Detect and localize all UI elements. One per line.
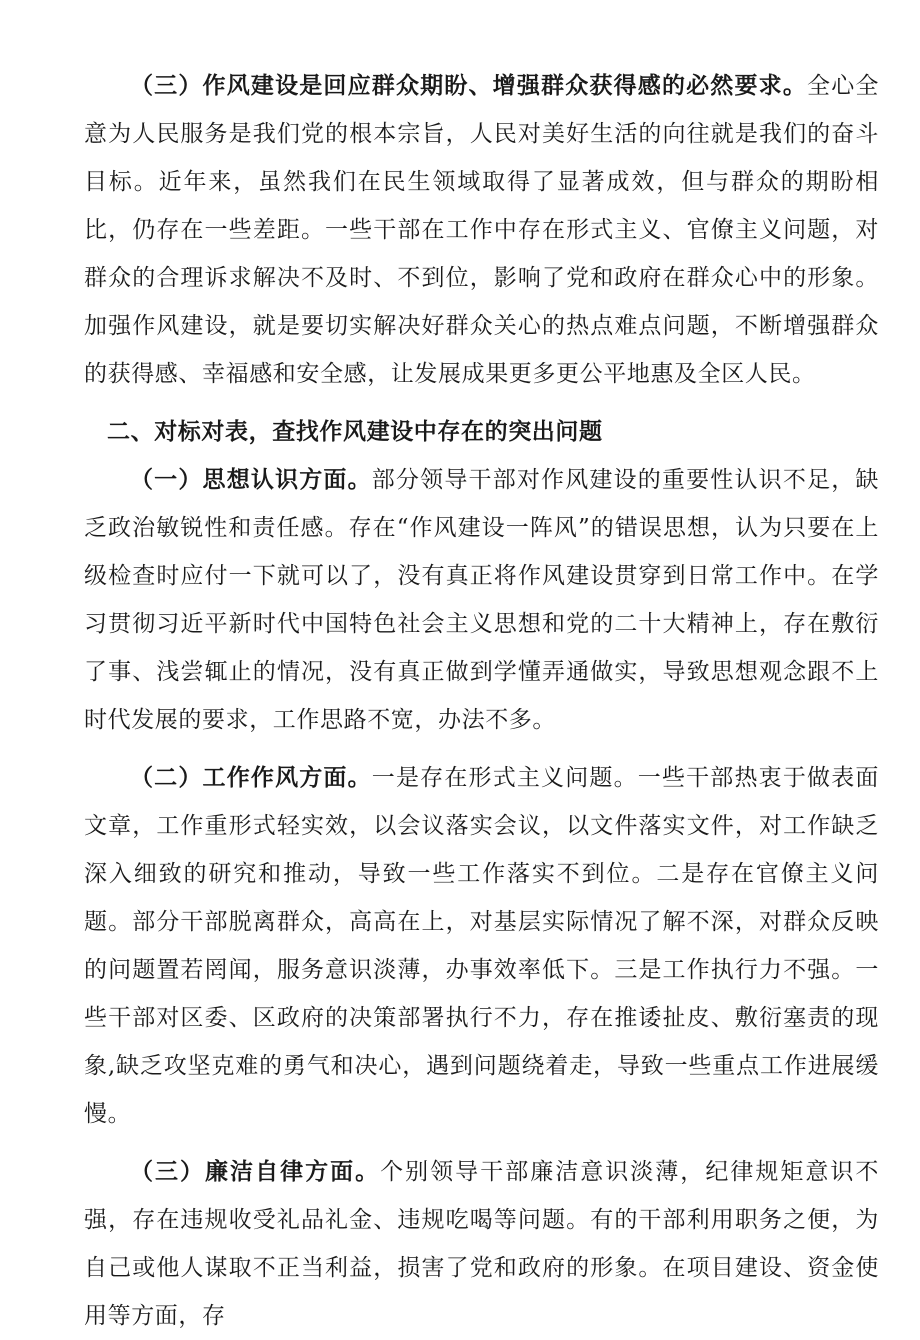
paragraph-lead: （二）工作作风方面。 (130, 765, 372, 791)
paragraph-demands (84, 62, 879, 398)
section-heading: 二、对标对表，查找作风建设中存在的突出问题 (107, 419, 603, 445)
paragraph-ideology (84, 456, 879, 744)
paragraph-body: 全心全意为人民服务是我们党的根本宗旨，人民对美好生活的向往就是我们的奋斗目标。近年来，虽然我们在民生领域取得了显著成效，但与群众的期盼相比，仍存在一些差距。一些干部在工作中存在形式主义、官僚主义问题，对群众的合理诉求解决不及时、不到位，影响了党和政府在群众心中的形象。加强作风建设，就是要切实解决好群众关心的热点难点问题，不断增强群众的获得感、幸福感和安全感，让发展成果更多更公平地惠及全区人民。 (84, 73, 879, 387)
paragraph-work-style (84, 754, 879, 1138)
document-page (84, 62, 879, 1340)
paragraph-lead: （三）廉洁自律方面。 (130, 1159, 381, 1185)
paragraph-integrity (84, 1148, 879, 1340)
paragraph-body: 一是存在形式主义问题。一些干部热衷于做表面文章，工作重形式轻实效，以会议落实会议，以文件落实文件，对工作缺乏深入细致的研究和推动，导致一些工作落实不到位。二是存在官僚主义问题。部分干部脱离群众，高高在上，对基层实际情况了解不深，对群众反映的问题置若罔闻，服务意识淡薄，办事效率低下。三是工作执行力不强。一些干部对区委、区政府的决策部署执行不力，存在推诿扯皮、敷衍塞责的现象,缺乏攻坚克难的勇气和决心，遇到问题绕着走，导致一些重点工作进展缓慢。 (84, 765, 879, 1127)
paragraph-body: 个别领导干部廉洁意识淡薄，纪律规矩意识不强，存在违规收受礼品礼金、违规吃喝等问题。有的干部利用职务之便，为自己或他人谋取不正当利益，损害了党和政府的形象。在项目建设、资金使用等方面，存 (84, 1159, 880, 1329)
paragraph-body: 部分领导干部对作风建设的重要性认识不足，缺乏政治敏锐性和责任感。存在“作风建设一阵风”的错误思想，认为只要在上级检查时应付一下就可以了，没有真正将作风建设贯穿到日常工作中。在学习贯彻习近平新时代中国特色社会主义思想和党的二十大精神上，存在敷衍了事、浅尝辄止的情况，没有真正做到学懂弄通做实，导致思想观念跟不上时代发展的要求，工作思路不宽，办法不多。 (84, 467, 879, 733)
paragraph-lead: （一）思想认识方面。 (130, 467, 372, 493)
paragraph-lead: （三）作风建设是回应群众期盼、增强群众获得感的必然要求。 (130, 73, 808, 99)
